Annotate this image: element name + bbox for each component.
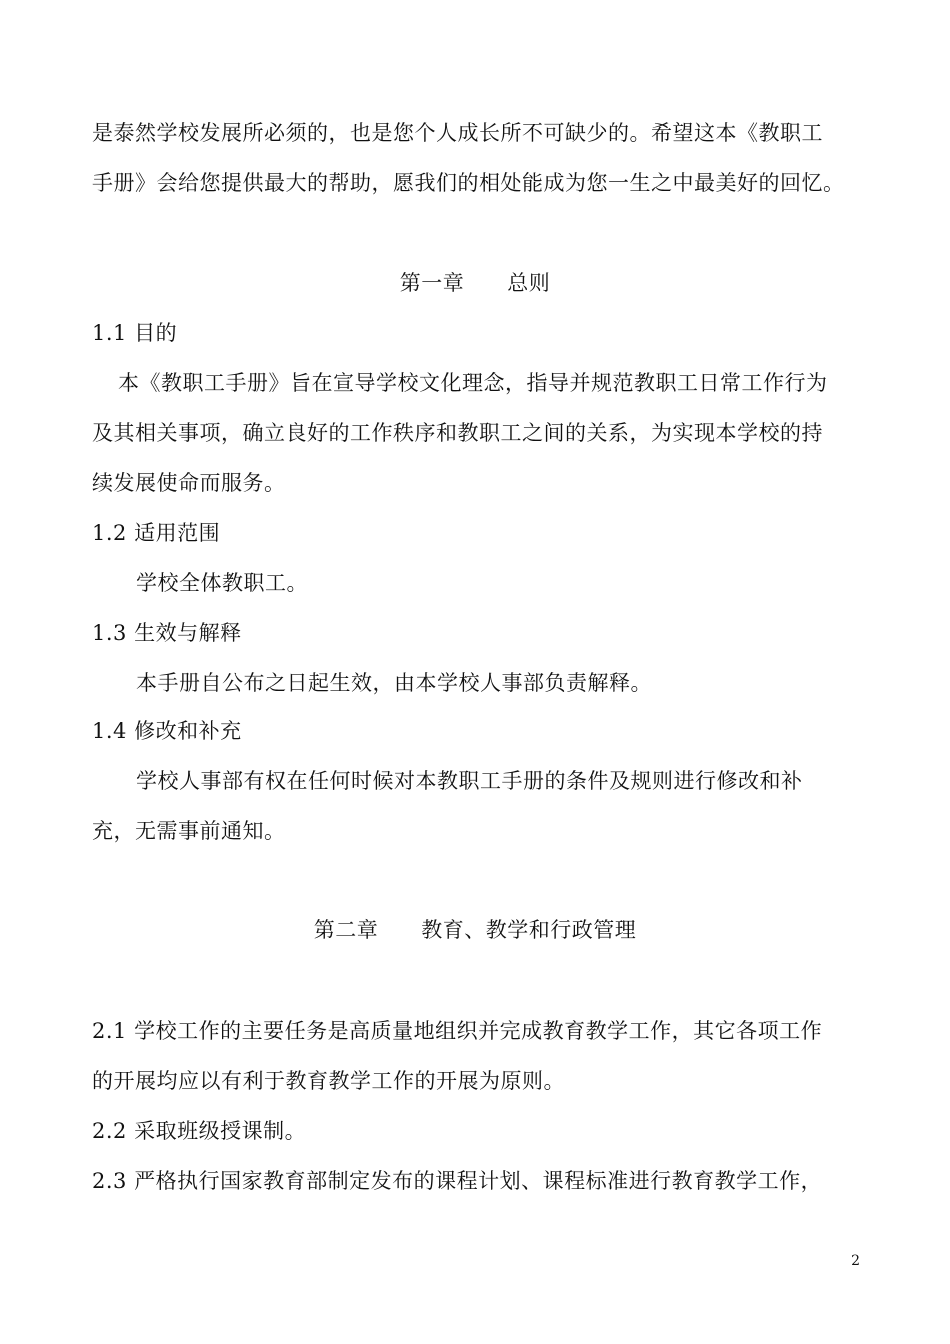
section-1-3-text: 本手册自公布之日起生效，由本学校人事部负责解释。 bbox=[136, 671, 652, 695]
section-1-2-text: 学校全体教职工。 bbox=[136, 571, 308, 595]
section-1-4-paragraph bbox=[92, 756, 906, 856]
chapter-1-title: 第一章 总则 bbox=[399, 271, 551, 295]
section-1-1-line-1: 本《教职工手册》旨在宣导学校文化理念，指导并规范教职工日常工作行为 bbox=[118, 371, 828, 395]
item-2-2: 2.2 采取班级授课制。 bbox=[92, 1119, 307, 1143]
item-2-1 bbox=[92, 1006, 862, 1106]
intro-line-2: 手册》会给您提供最大的帮助，愿我们的相处能成为您一生之中最美好的回忆。 bbox=[92, 171, 845, 195]
section-1-1-line-3: 续发展使命而服务。 bbox=[92, 471, 286, 495]
intro-line-1: 是泰然学校发展所必须的，也是您个人成长所不可缺少的。希望这本《教职工 bbox=[92, 121, 823, 145]
chapter-2-title: 第二章 教育、教学和行政管理 bbox=[313, 918, 637, 942]
section-1-1-paragraph bbox=[92, 358, 888, 508]
page-number: 2 bbox=[851, 1253, 860, 1269]
section-1-2-heading: 1.2 适用范围 bbox=[92, 521, 221, 545]
intro-paragraph bbox=[92, 108, 862, 208]
item-2-1-line-2: 的开展均应以有利于教育教学工作的开展为原则。 bbox=[92, 1069, 565, 1093]
section-1-1-heading: 1.1 目的 bbox=[92, 321, 178, 345]
section-1-4-line-1: 学校人事部有权在任何时候对本教职工手册的条件及规则进行修改和补 bbox=[136, 769, 803, 793]
section-1-1-line-2: 及其相关事项，确立良好的工作秩序和教职工之间的关系，为实现本学校的持 bbox=[92, 421, 823, 445]
section-1-4-line-2: 充，无需事前通知。 bbox=[92, 819, 286, 843]
item-2-3: 2.3 严格执行国家教育部制定发布的课程计划、课程标准进行教育教学工作， bbox=[92, 1169, 823, 1193]
section-1-3-heading: 1.3 生效与解释 bbox=[92, 621, 242, 645]
section-1-4-heading: 1.4 修改和补充 bbox=[92, 719, 242, 743]
item-2-1-line-1: 2.1 学校工作的主要任务是高质量地组织并完成教育教学工作，其它各项工作 bbox=[92, 1019, 823, 1043]
